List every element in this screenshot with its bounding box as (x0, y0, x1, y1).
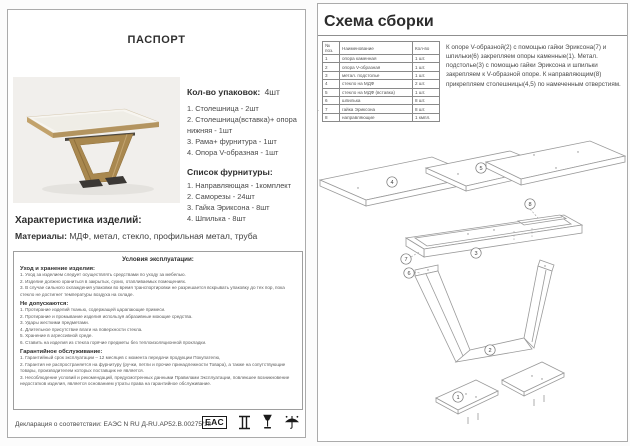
list-item: 3. Рама+ фурнитура - 1шт (187, 137, 277, 147)
packages-label: Кол-во упаковок: (187, 87, 261, 97)
leader-line-7 (411, 252, 419, 257)
care-heading: Уход и хранение изделия: (20, 266, 95, 272)
eac-mark-icon: ЕАС (202, 416, 227, 429)
roman-two-icon (238, 415, 251, 430)
list-item: 3. В случае сильного охлаждения упаковки во время транспортировки не разрешается вскрывать упаковку до тех пор, пока стекло не достигнет температуры воздуха на складе. (20, 285, 285, 297)
svg-text:6: 6 (407, 271, 411, 277)
table-cell: 8 (323, 113, 340, 121)
table-cell: 1 шт. (413, 71, 440, 79)
table-row (323, 55, 440, 63)
certification-icons (202, 414, 300, 430)
materials-line (15, 231, 300, 241)
list-item: 2. Изделие должно храниться в закрытых, сухих, отапливаемых помещениях. (20, 278, 187, 284)
passport-page (7, 9, 306, 438)
packages-value: 4шт (264, 87, 280, 97)
product-photo (13, 77, 180, 203)
header-quantity: Кол-во (413, 42, 440, 55)
leader-line-8 (530, 209, 538, 218)
table-cell: 1 шт. (413, 63, 440, 71)
svg-text:4: 4 (390, 180, 394, 186)
table-cell: 1 шт. (413, 55, 440, 63)
table-cell: 8 шт. (413, 105, 440, 113)
table-cell: 1 кмпл. (413, 113, 440, 121)
fragile-glass-icon (262, 414, 273, 430)
table-cell: опора V-образная (340, 63, 413, 71)
characteristics-heading: Характеристика изделий: (15, 215, 142, 226)
assembly-instructions: К опоре V-образной(2) с помощью гайки Эриксона(7) и шпильки(6) закрепляем опоры каменные(1). Метал. подстолье(3) с помощью гайки Эриксона и шпильки закрепляем к V-образной опоре. К направляющим(8) прикрепляем столешницы(4,5) по намеченным отверстиям. (446, 44, 621, 88)
list-item: 5. Хранение в агрессивной среде. (20, 333, 93, 339)
table-cell: направляющие (340, 113, 413, 121)
packaging-section (187, 82, 303, 224)
base-plate-right (502, 362, 564, 406)
list-item: 1. Столешница - 2шт (187, 104, 259, 113)
table-row (323, 80, 440, 88)
diagram-callout-8 (525, 199, 535, 209)
table-cell: 1 шт. (413, 88, 440, 96)
list-item: 1. Протирание изделий тканью, содержащей царапающие примеси. (20, 307, 166, 313)
passport-title: ПАСПОРТ (127, 34, 186, 46)
list-item: 3. Удары жесткими предметами. (20, 320, 89, 326)
table-cell: 5 (323, 88, 340, 96)
keep-dry-umbrella-icon (284, 414, 300, 430)
table-row (323, 96, 440, 104)
svg-text:8: 8 (528, 202, 532, 208)
diagram-callout-1 (453, 392, 463, 402)
operating-conditions-box (13, 251, 303, 410)
table-cell: 7 (323, 105, 340, 113)
base-plate-left (436, 380, 498, 424)
table-header-row (323, 42, 440, 55)
table-cell: 1 (323, 55, 340, 63)
metal-underframe (406, 215, 582, 257)
warranty-list (20, 355, 296, 388)
header-position: № поз. (323, 42, 340, 55)
diagram-callout-5 (476, 163, 486, 173)
list-item: 2. Столешница(вставка)+ опора нижняя - 1шт (187, 115, 297, 136)
not-allowed-list (20, 307, 296, 346)
list-item: 3. Несоблюдение условий и рекомендаций, предусмотренных данными Правилами Эксплуатации, повлекшее возникновение недостатков изделия, является основанием утраты права на гарантийное обслуживание. (20, 374, 290, 387)
svg-text:7: 7 (404, 257, 408, 263)
assembly-scheme-page (317, 3, 628, 442)
diagram-callout-7 (401, 254, 411, 264)
table-cell: стекло на МДФ (вставка) (340, 88, 413, 96)
tabletop-panel-left (318, 110, 478, 206)
list-item: 2. Саморезы - 24шт (187, 191, 255, 201)
list-item: 2. Протирание и промывание изделия используя абразивные моющие средства. (20, 313, 193, 319)
materials-value: МДФ, метал, стекло, профильная метал, труба (67, 231, 258, 241)
packages-heading (187, 82, 303, 100)
declaration-of-conformity: Декларация о соответствии: ЕАЭС N RU Д-RU.АР52.В.00275/18 (15, 421, 212, 428)
list-item: 1. Уход за изделием следует осуществлять средствами по уходу за мебелью. (20, 272, 186, 277)
table-cell: метал. подстолье (340, 71, 413, 79)
svg-text:5: 5 (479, 166, 483, 172)
list-item: 6. Ставить на изделия из стекла горячие предметы без теплоизоляционной прокладки. (20, 339, 207, 345)
hardware-list (187, 180, 303, 224)
table-cell: 2 (323, 63, 340, 71)
svg-text:3: 3 (474, 251, 478, 257)
product-photo-image (13, 77, 180, 203)
list-item: 4. Шпилька - 8шт (187, 213, 246, 223)
table-cell: 3 (323, 71, 340, 79)
diagram-callout-2 (485, 345, 495, 355)
list-item: 3. Гайка Эриксона - 8шт (187, 202, 270, 212)
svg-text:2: 2 (488, 348, 492, 354)
care-list (20, 272, 296, 298)
diagram-callout-4 (387, 177, 397, 187)
table-cell: стекло на МДФ (340, 80, 413, 88)
table-cell: опора каменная (340, 55, 413, 63)
list-item: 2. Гарантия не распространяется на фурнитуру (ручки, петли и прочие принадлежности Товара), а также на сопутствующие товары, производителем которых поставщик не является. (20, 361, 286, 374)
not-allowed-heading: Не допускаются: (20, 301, 69, 308)
svg-text:1: 1 (456, 395, 460, 401)
materials-label: Материалы: (15, 231, 68, 241)
table-row (323, 88, 440, 96)
header-name: Наименование (340, 42, 413, 55)
table-row (323, 71, 440, 79)
hardware-section (187, 167, 303, 224)
hardware-label: Список фурнитуры: (187, 166, 273, 177)
table-cell: 8 шт. (413, 96, 440, 104)
diagram-callout-3 (471, 248, 481, 258)
table-cell: 4 (323, 80, 340, 88)
title-divider (318, 35, 627, 36)
list-item: 4. Опора V-образная - 1шт (187, 148, 279, 158)
assembly-diagram (318, 110, 626, 445)
table-row (323, 63, 440, 71)
table-cell: гайка Эриксона (340, 105, 413, 113)
table-cell: 2 шт. (413, 80, 440, 88)
v-support (415, 260, 554, 362)
packages-list (187, 103, 303, 159)
warranty-heading: Гарантийное обслуживание: (20, 349, 103, 356)
list-item: 4. Длительное присутствие влаги на поверхности стекла. (20, 326, 143, 332)
tabletop-panel-right (486, 141, 625, 185)
conditions-title: Условия эксплуатации: (122, 256, 194, 263)
list-item: 1. Гарантийный срок эксплуатации – 12 месяцев с момента передачи продукции Покупателю, (20, 355, 221, 361)
diagram-callout-6 (404, 268, 414, 278)
table-cell: шпилька (340, 96, 413, 104)
list-item: 1. Направляющая - 1комплект (187, 180, 292, 190)
scheme-title: Схема сборки (324, 13, 434, 30)
table-cell: 6 (323, 96, 340, 104)
